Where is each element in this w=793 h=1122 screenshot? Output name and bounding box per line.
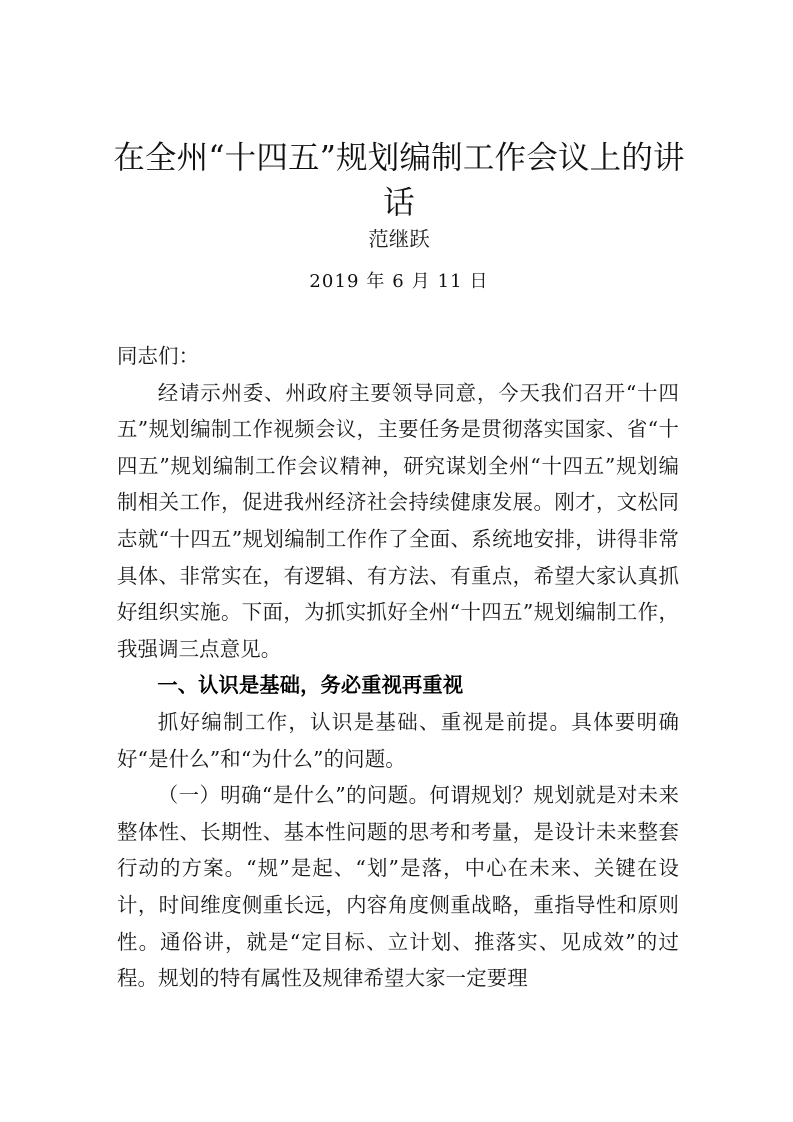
body-paragraph: （一）明确“是什么”的问题。何谓规划？规划就是对未来整体性、长期性、基本性问题的思考和考量，是设计未来整套行动的方案。“规”是起、“划”是落，中心在未来、关键在设计，时间维度侧重长远，内容角度侧重战略，重指导性和原则性。通俗讲，就是“定目标、立计划、推落实、见成效”的过程。规划的特有属性及规律希望大家一定要理: [117, 783, 679, 991]
salutation-line: 同志们：: [117, 344, 200, 368]
section-heading-1: 一、认识是基础，务必重视再重视: [157, 673, 464, 698]
document-date: 2019 年 6 月 11 日: [309, 271, 489, 292]
body-paragraph: 抓好编制工作，认识是基础、重视是前提。具体要明确好“是什么”和“为什么”的问题。: [117, 709, 679, 771]
document-body: [117, 338, 679, 997]
page-title: 在全州“十四五”规划编制工作会议上的讲话: [113, 140, 685, 221]
document-author: 范继跃: [368, 227, 430, 251]
body-paragraph: 经请示州委、州政府主要领导同意，今天我们召开“十四五”规划编制工作视频会议，主要任务是贯彻落实国家、省“十四五”规划编制工作会议精神，研究谋划全州“十四五”规划编制相关工作，促进我州经济社会持续健康发展。刚才，文松同志就“十四五”规划编制工作作了全面、系统地安排，讲得非常具体、非常实在，有逻辑、有方法、有重点，希望大家认真抓好组织实施。下面，为抓实抓好全州“十四五”规划编制工作，我强调三点意见。: [117, 380, 679, 661]
